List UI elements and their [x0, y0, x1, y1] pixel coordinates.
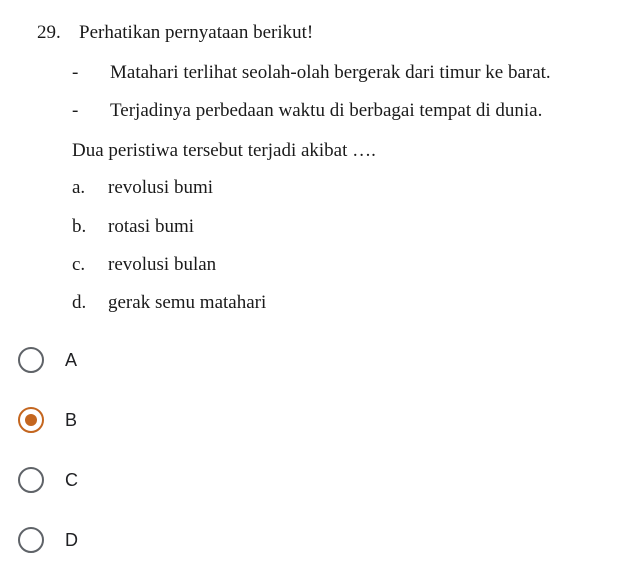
- choice-item: [72, 216, 194, 239]
- statement-bullet: -: [72, 100, 79, 121]
- choice-item: [72, 177, 213, 200]
- choice-text: revolusi bumi: [108, 177, 214, 198]
- answer-label: A: [65, 349, 78, 370]
- choice-text: rotasi bumi: [108, 216, 195, 237]
- choice-item: [72, 254, 216, 277]
- statement-bullet: -: [72, 62, 79, 83]
- question-header: [37, 22, 313, 45]
- question-prompt: Dua peristiwa tersebut terjadi akibat ….: [72, 140, 376, 161]
- answer-option-b[interactable]: [18, 405, 77, 435]
- answer-label: D: [65, 529, 78, 550]
- statement-item: [72, 100, 542, 123]
- statement-text: Terjadinya perbedaan waktu di berbagai tempat di dunia.: [110, 100, 543, 121]
- question-text: Perhatikan pernyataan berikut!: [79, 22, 314, 43]
- choice-letter: b.: [72, 216, 87, 237]
- statement-text: Matahari terlihat seolah-olah bergerak dari timur ke barat.: [110, 62, 551, 83]
- answer-option-a[interactable]: [18, 345, 77, 375]
- answer-label: B: [65, 409, 78, 430]
- choice-letter: c.: [72, 254, 86, 275]
- choice-letter: a.: [72, 177, 86, 198]
- question-number: 29.: [37, 22, 61, 43]
- choice-text: revolusi bulan: [108, 254, 217, 275]
- choice-item: [72, 292, 266, 315]
- answer-label: C: [65, 469, 78, 490]
- radio-button-selected-icon[interactable]: [18, 407, 44, 433]
- statement-item: [72, 62, 551, 85]
- radio-button-icon[interactable]: [18, 467, 44, 493]
- choice-letter: d.: [72, 292, 87, 313]
- radio-button-icon[interactable]: [18, 527, 44, 553]
- answer-option-d[interactable]: [18, 525, 78, 555]
- answer-option-c[interactable]: [18, 465, 78, 495]
- choice-text: gerak semu matahari: [108, 292, 267, 313]
- radio-button-icon[interactable]: [18, 347, 44, 373]
- radio-dot-icon: [25, 414, 37, 426]
